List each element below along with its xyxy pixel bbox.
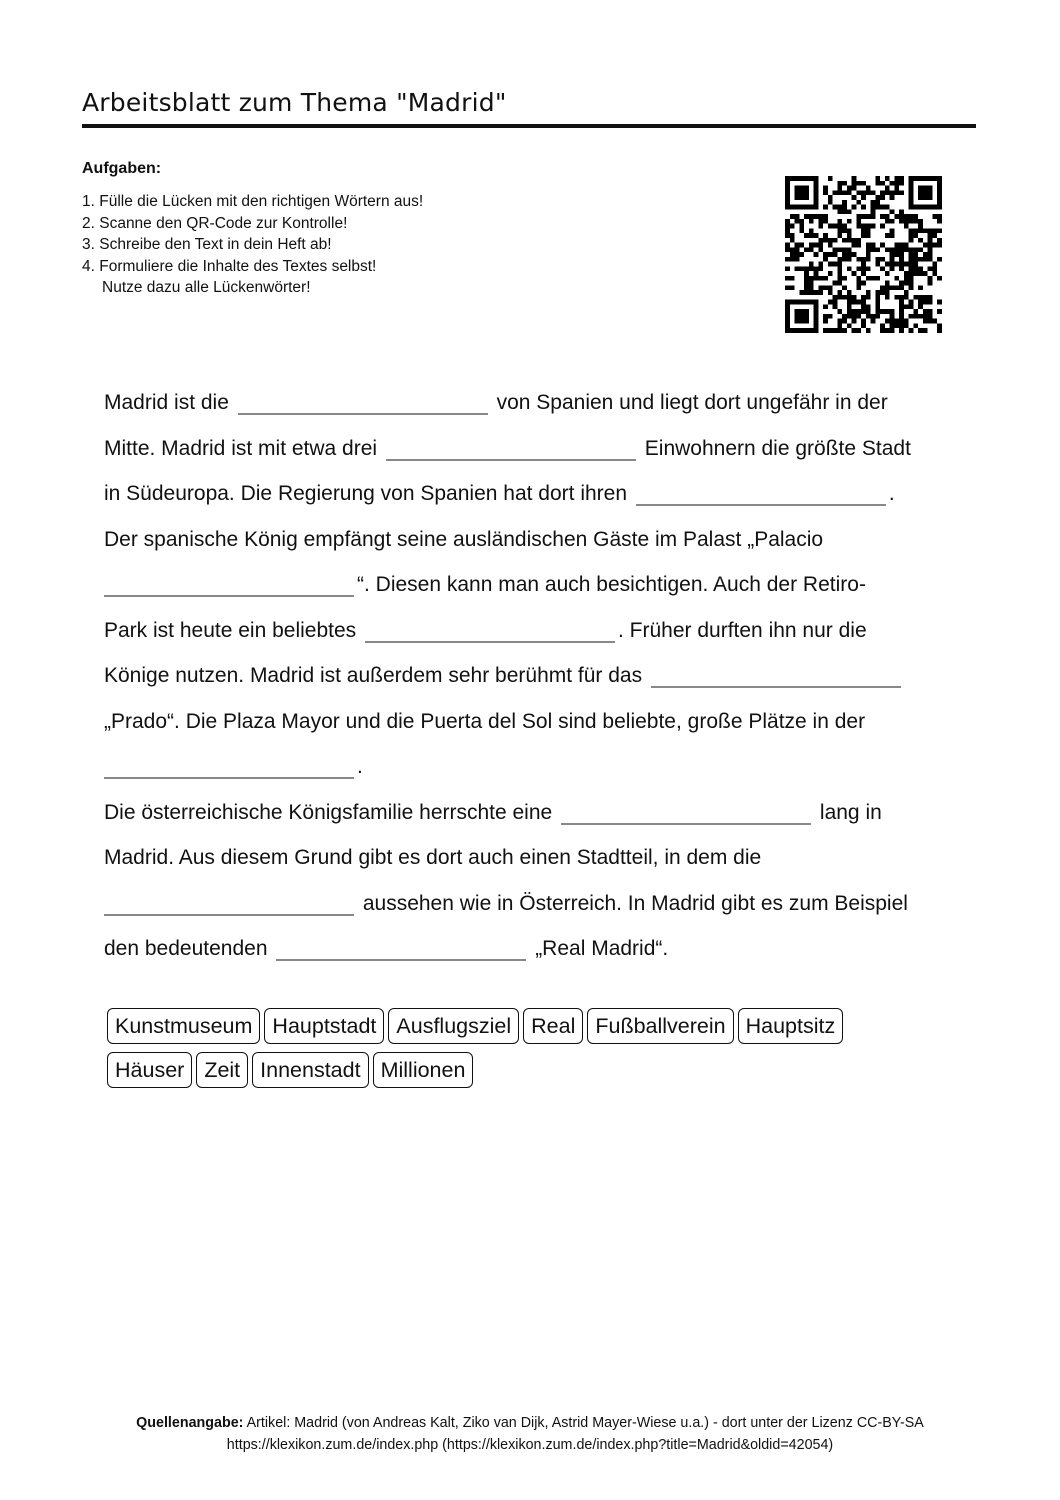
blank-field[interactable] xyxy=(651,662,901,688)
text-segment: den bedeutenden xyxy=(104,937,268,960)
blank-field[interactable] xyxy=(104,890,354,916)
blank-field[interactable] xyxy=(386,435,636,461)
text-segment: . xyxy=(357,755,363,778)
text-segment: Park ist heute ein beliebtes xyxy=(104,618,357,642)
task-item: 3. Schreibe den Text in dein Heft ab! xyxy=(82,236,332,254)
qr-code-icon[interactable] xyxy=(785,176,942,333)
task-list xyxy=(82,191,423,299)
word-chip-haeuser[interactable]: Häuser xyxy=(107,1052,192,1088)
word-bank-row xyxy=(107,1052,967,1096)
cloze-text xyxy=(104,380,974,972)
text-segment: von Spanien und liegt dort ungefähr in der xyxy=(496,391,888,414)
source-label: Quellenangabe: xyxy=(136,1415,244,1431)
word-chip-zeit[interactable]: Zeit xyxy=(196,1052,248,1088)
word-chip-hauptstadt[interactable]: Hauptstadt xyxy=(264,1008,384,1044)
task-item: 2. Scanne den QR-Code zur Kontrolle! xyxy=(82,214,348,232)
blank-field[interactable] xyxy=(104,753,354,779)
text-segment: . xyxy=(888,482,895,505)
blank-field[interactable] xyxy=(365,617,615,643)
word-bank-row xyxy=(107,1008,967,1052)
source-attribution xyxy=(0,1412,1060,1456)
source-link[interactable]: https://klexikon.zum.de/index.php (https://klexikon.zum.de/index.php?title=Madrid&oldid=42054) xyxy=(226,1437,834,1453)
word-chip-kunstmuseum[interactable]: Kunstmuseum xyxy=(107,1008,260,1044)
task-item: Nutze dazu alle Lückenwörter! xyxy=(102,279,311,297)
word-chip-hauptsitz[interactable]: Hauptsitz xyxy=(738,1008,844,1044)
text-segment: Die österreichische Königsfamilie herrschte eine xyxy=(104,800,553,824)
text-segment: Einwohnern die größte Stadt xyxy=(644,436,911,460)
word-chip-innenstadt[interactable]: Innenstadt xyxy=(252,1052,368,1088)
text-segment: “. Diesen kann man auch besichtigen. Auch der Retiro- xyxy=(357,573,866,596)
word-chip-millionen[interactable]: Millionen xyxy=(373,1052,474,1088)
blank-field[interactable] xyxy=(104,571,354,597)
word-bank xyxy=(107,1008,967,1096)
text-segment: in Südeuropa. Die Regierung von Spanien hat dort ihren xyxy=(104,482,628,505)
text-segment: Der spanische König empfängt seine ausländischen Gäste im Palast „Palacio xyxy=(104,527,824,551)
task-item: 1. Fülle die Lücken mit den richtigen Wörtern aus! xyxy=(82,193,424,210)
text-segment: Mitte. Madrid ist mit etwa drei xyxy=(104,436,378,460)
task-item: 4. Formuliere die Inhalte des Textes selbst! xyxy=(82,257,377,275)
blank-field[interactable] xyxy=(561,799,811,825)
title-divider xyxy=(82,124,976,128)
text-segment: Könige nutzen. Madrid ist außerdem sehr berühmt für das xyxy=(104,664,643,687)
blank-field[interactable] xyxy=(636,480,886,506)
word-chip-ausflugsziel[interactable]: Ausflugsziel xyxy=(388,1008,519,1044)
text-segment: Madrid. Aus diesem Grund gibt es dort auch einen Stadtteil, in dem die xyxy=(104,846,762,869)
text-segment: „Prado“. Die Plaza Mayor und die Puerta del Sol sind beliebte, große Plätze in der xyxy=(104,709,866,733)
text-segment: Madrid ist die xyxy=(104,391,229,414)
source-text: Artikel: Madrid (von Andreas Kalt, Ziko van Dijk, Astrid Mayer-Wiese u.a.) - dort unter der Lizenz CC-BY-SA xyxy=(246,1415,924,1431)
text-segment: . Früher durften ihn nur die xyxy=(618,618,867,642)
tasks-heading: Aufgaben: xyxy=(82,160,162,177)
text-segment: „Real Madrid“. xyxy=(535,937,669,960)
page-title: Arbeitsblatt zum Thema "Madrid" xyxy=(82,88,507,117)
text-segment: aussehen wie in Österreich. In Madrid gibt es zum Beispiel xyxy=(362,891,908,915)
word-chip-fussballverein[interactable]: Fußballverein xyxy=(587,1008,733,1044)
word-chip-real[interactable]: Real xyxy=(523,1008,583,1044)
blank-field[interactable] xyxy=(276,935,526,961)
text-segment: lang in xyxy=(819,800,882,824)
blank-field[interactable] xyxy=(238,389,488,415)
